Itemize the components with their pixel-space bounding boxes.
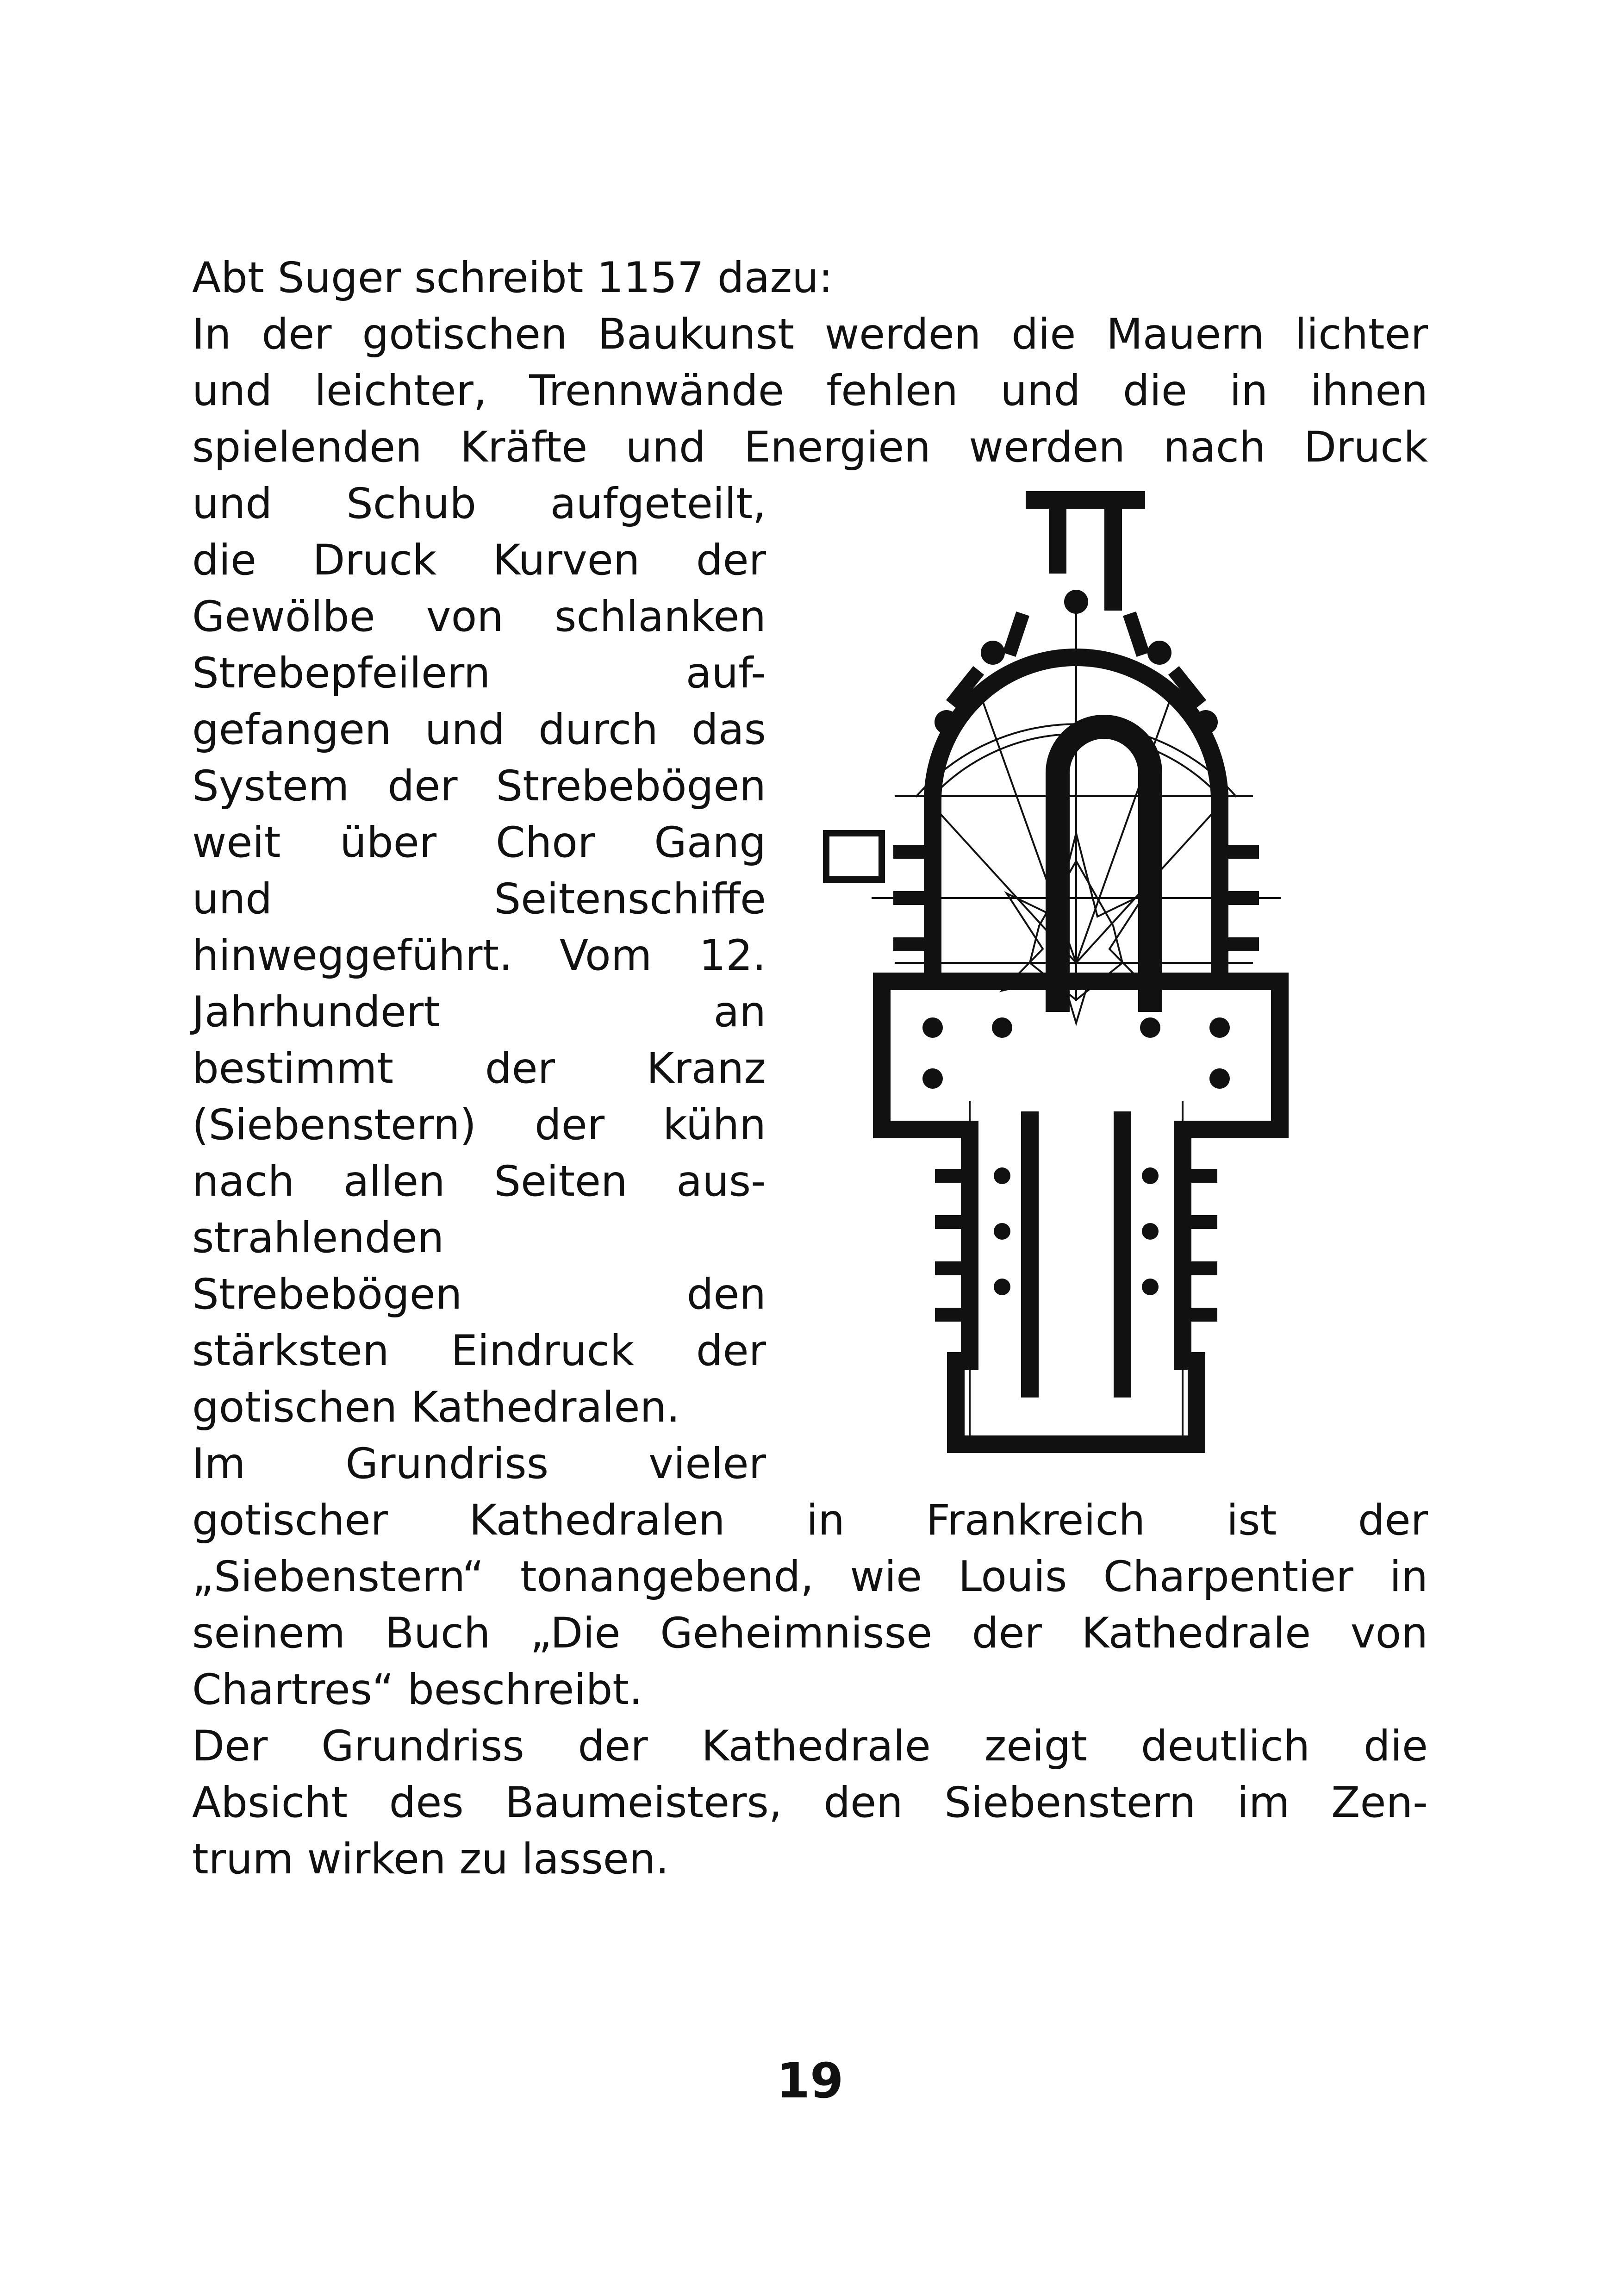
text-line: strahlenden xyxy=(192,1214,444,1262)
text-line: hinweggeführt. Vom 12. xyxy=(192,931,766,980)
text-line: nach allen Seiten aus- xyxy=(192,1157,766,1206)
text-line: weit über Chor Gang xyxy=(192,818,766,867)
cathedral-floor-plan-figure xyxy=(817,481,1345,1463)
text-line: gefangen und durch das xyxy=(192,705,766,754)
cathedral-floor-plan-icon xyxy=(817,481,1345,1463)
text-line: seinem Buch „Die Geheimnisse der Kathedrale von xyxy=(192,1609,1428,1658)
text-line: spielenden Kräfte und Energien werden nach Druck xyxy=(192,423,1428,472)
text-line: In der gotischen Baukunst werden die Mauern lichter xyxy=(192,310,1428,359)
text-line: gotischen Kathedralen. xyxy=(192,1383,680,1432)
text-line: Gewölbe von schlanken xyxy=(192,593,766,641)
text-line: gotischer Kathedralen in Frankreich ist der xyxy=(192,1496,1428,1545)
text-line: trum wirken zu lassen. xyxy=(192,1835,669,1884)
text-line: Der Grundriss der Kathedrale zeigt deutlich die xyxy=(192,1722,1428,1771)
page-number: 19 xyxy=(776,2053,844,2109)
text-line: und Schub aufgeteilt, xyxy=(192,480,766,528)
text-line: Abt Suger schreibt 1157 dazu: xyxy=(192,254,833,302)
text-line: und leichter, Trennwände fehlen und die in ihnen xyxy=(192,367,1428,415)
text-line: Strebepfeilern auf- xyxy=(192,649,766,698)
text-line: die Druck Kurven der xyxy=(192,536,766,585)
text-line: Strebebögen den xyxy=(192,1270,766,1319)
text-line: (Siebenstern) der kühn xyxy=(192,1101,766,1149)
text-line: Chartres“ beschreibt. xyxy=(192,1666,642,1714)
text-line: Jahrhundert an xyxy=(192,988,766,1036)
text-line: Absicht des Baumeisters, den Siebenstern im Zen- xyxy=(192,1778,1428,1827)
text-line: bestimmt der Kranz xyxy=(192,1044,766,1093)
text-line: stärksten Eindruck der xyxy=(192,1327,766,1375)
text-line: System der Strebebögen xyxy=(192,762,766,811)
text-line: „Siebenstern“ tonangebend, wie Louis Charpentier in xyxy=(192,1553,1428,1601)
text-line: und Seitenschiffe xyxy=(192,875,766,923)
text-line: Im Grundriss vieler xyxy=(192,1440,766,1488)
